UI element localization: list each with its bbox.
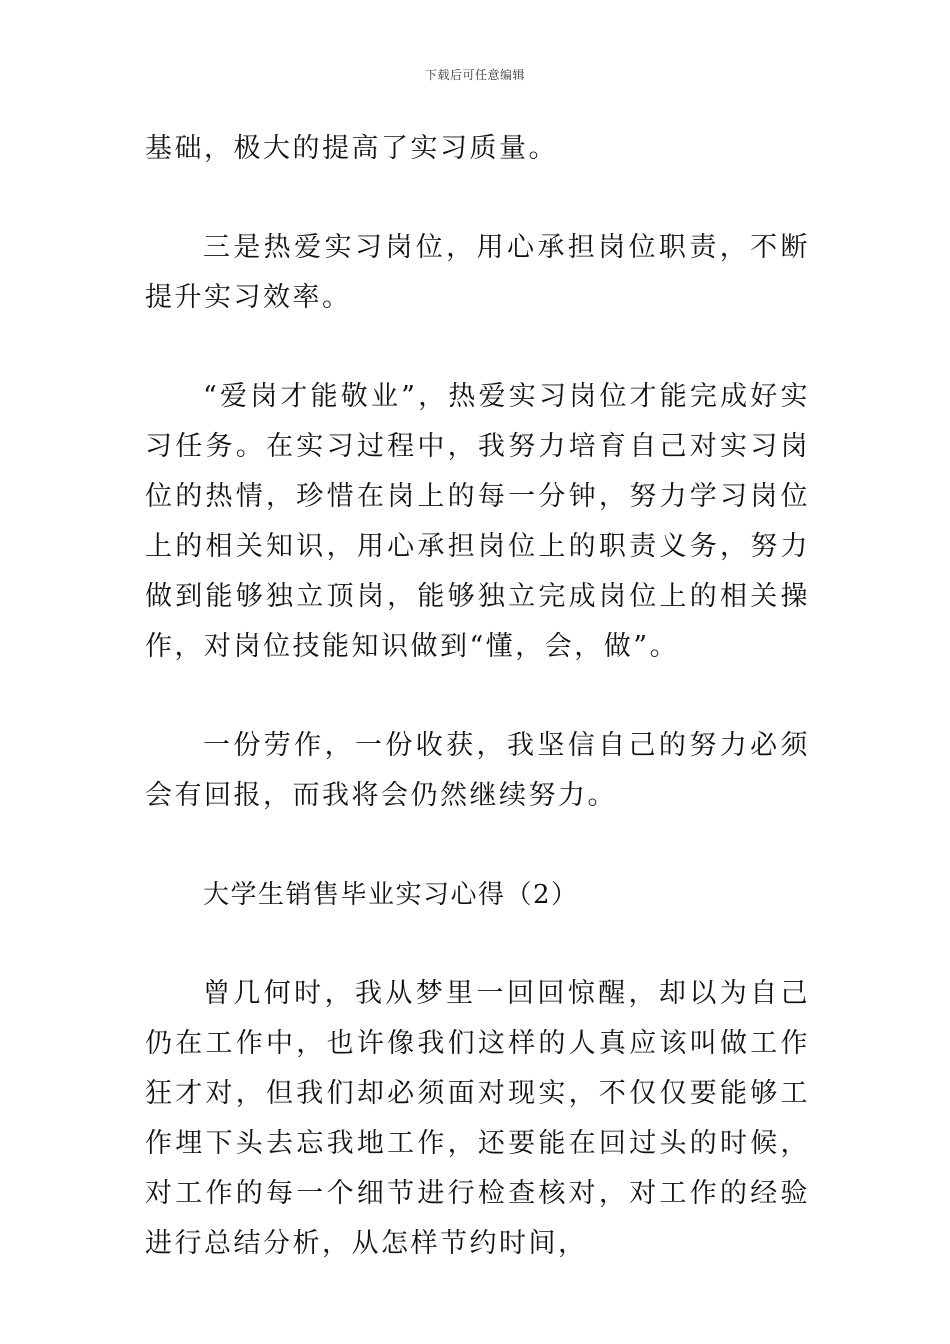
paragraph-reflection: 曾几何时，我从梦里一回回惊醒，却以为自己仍在工作中，也许像我们这样的人真应该叫做工作狂才对，但我们却必须面对现实，不仅仅要能够工作埋下头去忘我地工作，还要能在回过头的时候，对工作的每一个细节进行检查核对，对工作的经验进行总结分析，从怎样节约时间， (145, 978, 810, 1259)
document-body (145, 124, 810, 1269)
section-title: 大学生销售毕业实习心得（2） (203, 880, 579, 910)
page-header: 下载后可任意编辑 (424, 68, 525, 82)
paragraph-love-post: “爱岗才能敬业”，热爱实习岗位才能完成好实习任务。在实习过程中，我努力培育自己对实习岗位的热情，珍惜在岗上的每一分钟，努力学习岗位上的相关知识，用心承担岗位上的职责义务，努力做到能够独立顶岗，能够独立完成岗位上的相关操作，对岗位技能知识做到“懂，会，做”。 (145, 381, 810, 662)
paragraph-continuation: 基础，极大的提高了实习质量。 (145, 133, 558, 164)
paragraph-point-three: 三是热爱实习岗位，用心承担岗位职责，不断提升实习效率。 (145, 232, 810, 313)
paragraph-effort: 一份劳作，一份收获，我坚信自己的努力必须会有回报，而我将会仍然继续努力。 (145, 730, 810, 811)
